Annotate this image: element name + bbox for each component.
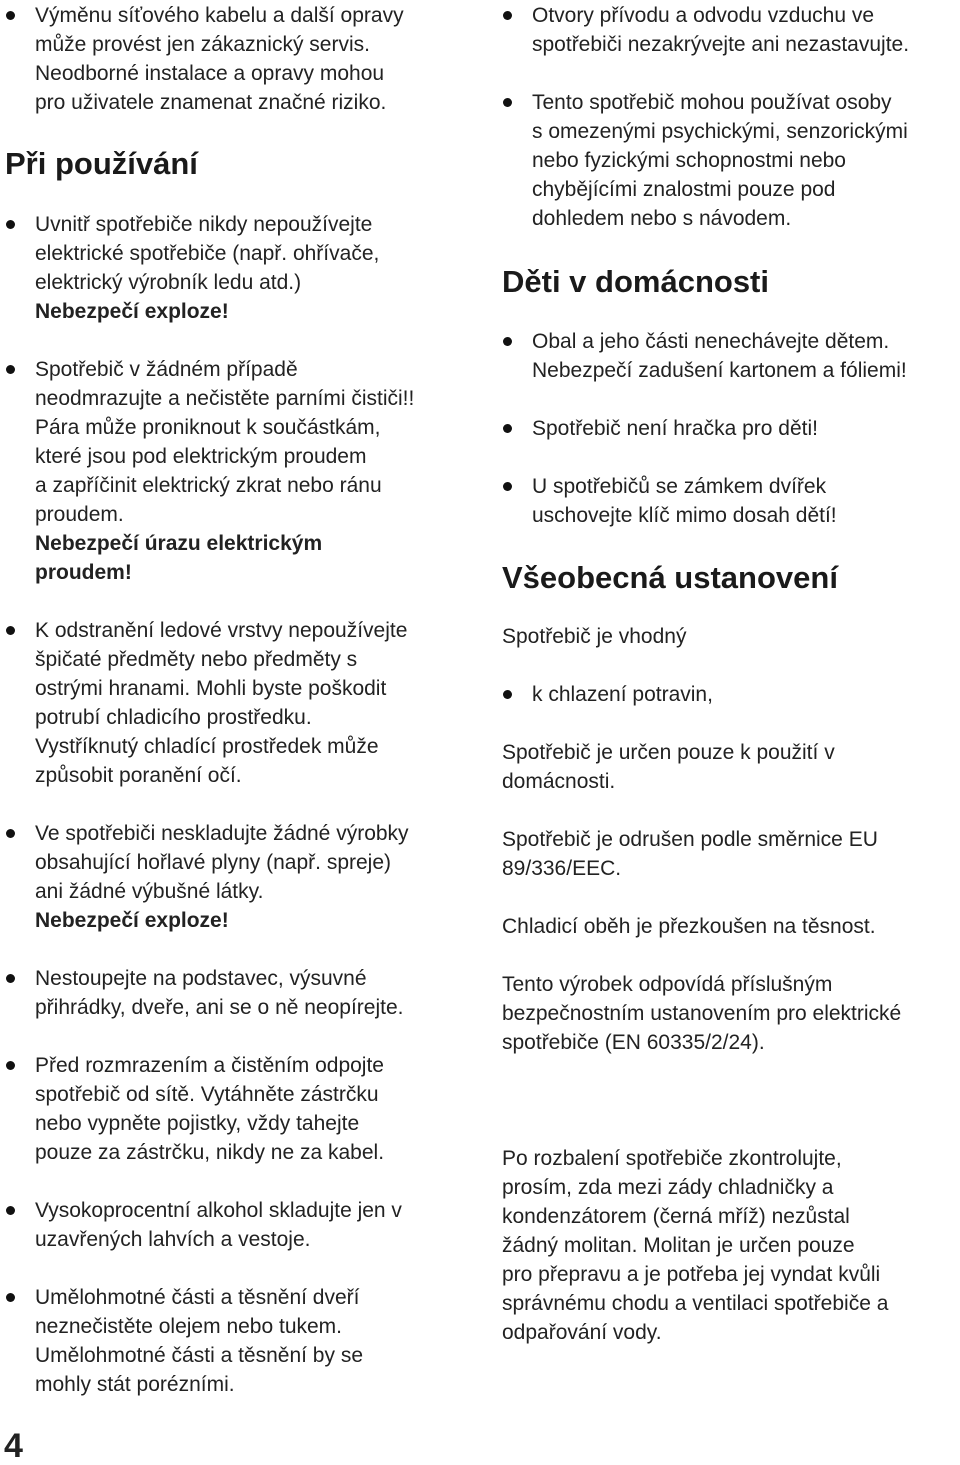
- bullet-icon: [6, 11, 15, 20]
- item-text: Výměnu síťového kabelu a další opravy může provést jen zákaznický servis. Neodborné instalace a opravy mohou pro uživatele znamenat značné riziko.: [35, 4, 404, 114]
- bullet-icon: [503, 482, 512, 491]
- item-text: Umělohmotné části a těsnění dveří neznečistěte olejem nebo tukem. Umělohmotné části a těsnění by se mohly stát porézními.: [35, 1286, 364, 1396]
- section-heading-general: Všeobecná ustanovení: [502, 560, 838, 595]
- list-item: [5, 1, 480, 117]
- warning-text: Nebezpečí úrazu elektrickým: [35, 532, 323, 555]
- paragraph: Spotřebič je určen pouze k použití v domácnosti.: [502, 741, 835, 793]
- paragraph: Tento výrobek odpovídá příslušným bezpečnostním ustanovením pro elektrické spotřebiče (EN 60335/2/24).: [502, 973, 902, 1054]
- section-heading-use: Při používání: [5, 146, 198, 181]
- item-text: U spotřebičů se zámkem dvířek uschovejte klíč mimo dosah dětí!: [532, 475, 837, 527]
- bullet-icon: [6, 1061, 15, 1070]
- right-column: [502, 0, 960, 1347]
- item-text: Spotřebič v žádném případě neodmrazujte a nečistěte parními čističi!! Pára může proniknout k součástkám, které jsou pod elektrickým proudem a zapříčinit elektrický zkrat nebo ránu proudem. Nebezpečí úrazu elektrickým proudem!: [35, 358, 415, 584]
- list-item: [502, 680, 960, 709]
- list-item: [5, 1283, 480, 1399]
- bullet-icon: [6, 626, 15, 635]
- bullet-icon: [6, 1206, 15, 1215]
- list-item: [5, 355, 480, 587]
- item-text: Uvnitř spotřebiče nikdy nepoužívejte elektrické spotřebiče (např. ohřívače, elektrický výrobník ledu atd.) Nebezpečí exploze!: [35, 213, 380, 323]
- bullet-icon: [503, 337, 512, 346]
- paragraph: Po rozbalení spotřebiče zkontrolujte, prosím, zda mezi zády chladničky a kondenzátorem (černá mříž) nezůstal žádný molitan. Molitan je určen pouze pro přepravu a je potřeba jej vyndat kvůli správnému chodu a ventilaci spotřebiče a odpařování vody.: [502, 1147, 889, 1344]
- bullet-icon: [6, 220, 15, 229]
- bullet-icon: [503, 424, 512, 433]
- item-text: Otvory přívodu a odvodu vzduchu ve spotřebiči nezakrývejte ani nezastavujte.: [532, 4, 910, 56]
- paragraph: Chladicí oběh je přezkoušen na těsnost.: [502, 915, 876, 938]
- list-item: [5, 616, 480, 790]
- bullet-icon: [6, 1293, 15, 1302]
- bullet-icon: [6, 365, 15, 374]
- list-item: [502, 414, 960, 443]
- bullet-icon: [6, 829, 15, 838]
- bullet-icon: [503, 98, 512, 107]
- item-text: Vysokoprocentní alkohol skladujte jen v uzavřených lahvích a vestoje.: [35, 1199, 402, 1251]
- list-item: [502, 1, 960, 59]
- warning-text: Nebezpečí exploze!: [35, 300, 229, 323]
- item-text: k chlazení potravin,: [532, 683, 713, 706]
- list-item: [5, 210, 480, 326]
- left-column: [5, 0, 480, 1399]
- list-item: [5, 964, 480, 1022]
- item-text: Před rozmrazením a čistěním odpojte spotřebič od sítě. Vytáhněte zástrčku nebo vypněte pojistky, vždy tahejte pouze za zástrčku, nikdy ne za kabel.: [35, 1054, 385, 1164]
- warning-text: proudem!: [35, 561, 132, 584]
- paragraph: Spotřebič je vhodný: [502, 625, 687, 648]
- bullet-icon: [6, 974, 15, 983]
- section-heading-children: Děti v domácnosti: [502, 264, 769, 299]
- item-text: Tento spotřebič mohou používat osoby s omezenými psychickými, senzorickými nebo fyzickými schopnostmi nebo chybějícími znalostmi pouze pod dohledem nebo s návodem.: [532, 91, 908, 230]
- item-text: Ve spotřebiči neskladujte žádné výrobky obsahující hořlavé plyny (např. spreje) ani žádné výbušné látky. Nebezpečí exploze!: [35, 822, 409, 932]
- list-item: [502, 327, 960, 385]
- item-text: Spotřebič není hračka pro děti!: [532, 417, 819, 440]
- list-item: [502, 472, 960, 530]
- paragraph: Spotřebič je odrušen podle směrnice EU 89/336/EEC.: [502, 828, 878, 880]
- bullet-icon: [503, 11, 512, 20]
- item-text: Nestoupejte na podstavec, výsuvné přihrádky, dveře, ani se o ně neopírejte.: [35, 967, 404, 1019]
- item-text: K odstranění ledové vrstvy nepoužívejte špičaté předměty nebo předměty s ostrými hranami. Mohli byste poškodit potrubí chladicího prostředku. Vystříknutý chladící prostředek může způsobit poranění očí.: [35, 619, 408, 787]
- page-number: 4: [4, 1427, 23, 1465]
- list-item: [5, 819, 480, 935]
- warning-text: Nebezpečí exploze!: [35, 909, 229, 932]
- list-item: [5, 1196, 480, 1254]
- list-item: [5, 1051, 480, 1167]
- bullet-icon: [503, 690, 512, 699]
- list-item: [502, 88, 960, 233]
- item-text: Obal a jeho části nenechávejte dětem. Nebezpečí zadušení kartonem a fóliemi!: [532, 330, 907, 382]
